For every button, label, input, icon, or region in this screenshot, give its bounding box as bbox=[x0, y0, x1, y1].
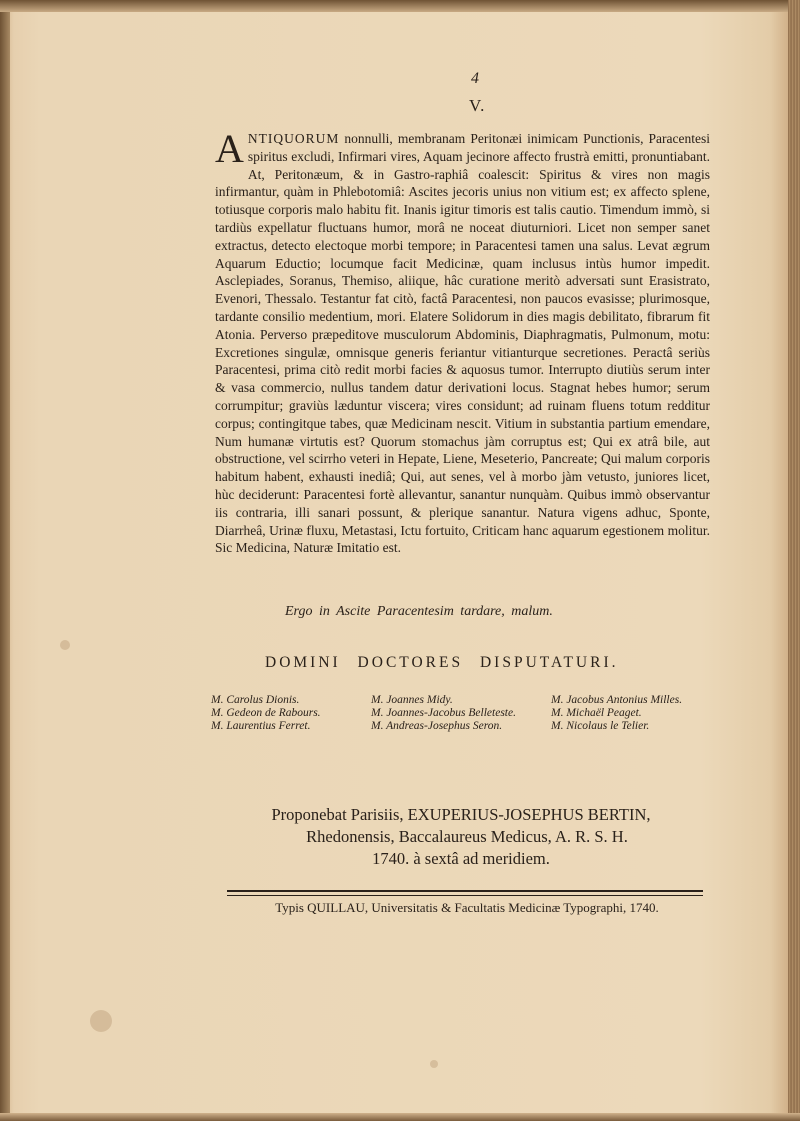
body-paragraph: nonnulli, membranam Peritonæi inimicam Punctionis, Paracentesi spiritus excludi, Infirmari vires, Aquam jecinore affecto frustrà emitti, pronuntiabant. At, Peritonæum, & in Gastro-raphiâ coalescit: Spiritus & vires non magis infirmantur, quàm in Phlebotomiâ: Ascites jecoris unius non vitium est; ex affecto splene, totiusque corporis malo habitu fit. Inanis igitur timoris est talis cautio. Timendum immò, si tardiùs expellatur fluctuans humor, morâ ne noceat diuturniori. Licet non semper sanet extractus, detecto electoque morbi tempore; in Paracentesi tamen una salus. Levat ægrum Aquarum Eductio; locumque facit Medicinæ, quam inclusus intùs humor impedit. Asclepiades, Soranus, Themiso, aliique, hâc curatione meritò adversati sunt Erasistrato, Evenori, Thessalo. Testantur fat citò, factâ Paracentesi, non paucos evasisse; plurimosque, tardante consilio medentium, mori. Elatere Solidorum in dies magis debilitato, fibrarum fit Atonia. Perverso præpeditove musculorum Abdominis, Diaphragmatis, Pulmonum, motu: Excretiones singulæ, omnisque generis feriantur vitianturque secretiones. Peractâ seriùs Paracentesi, prima citò redit morbi facies & aquosus tumor. Interrupto diutiùs serum inter & vasa commercio, nullus tandem datur derivationi locus. Stagnat hebes humor; serum corrumpitur; graviùs læduntur viscera; vires considunt; ad ruinam fluens totum redditur corpus; contingitque tabes, quæ Medicinam nescit. Vitium in substantia partium emendare, Num humanæ virtutis est? Quorum stomachus jàm corruptus est; Qui ex atrâ bile, aut obstructione, vel scirrho veteri in Hepate, Liene, Meseterio, Pancreate; Qui malum corporis habitum habent, exhausti inediâ; Qui, aut senes, vel à morbo jàm vetusto, juniores licet, hùc deciderunt: Paracentesi fortè allevantur, sanantur nunquàm. Quibus immò observantur iis contraria, illi sanari possunt, & plerique sanantur. Natura vigens adhuc, Sponte, Diarrheâ, Urinæ fluxu, Metastasi, Ictu fortuito, Criticam hanc aquarum egestionem molitur. Sic Medicina, Naturæ Imitatio est. bbox=[215, 131, 710, 556]
divider-rule bbox=[227, 895, 703, 896]
doctor-name: M. Joannes-Jacobus Belleteste. bbox=[371, 707, 516, 719]
page-number: 4 bbox=[471, 70, 479, 87]
doctor-name: M. Laurentius Ferret. bbox=[211, 720, 311, 732]
paper-stain bbox=[60, 640, 70, 650]
page-fore-edge bbox=[788, 0, 800, 1121]
doctor-name: M. Andreas-Josephus Seron. bbox=[371, 720, 503, 732]
book-spine-shadow bbox=[0, 0, 10, 1121]
drop-cap: A bbox=[215, 126, 244, 171]
opening-word: NTIQUORUM bbox=[247, 131, 340, 146]
doctors-list bbox=[211, 694, 711, 732]
paper-stain bbox=[90, 1010, 112, 1032]
imprint-line: 1740. à sextâ ad meridiem. bbox=[372, 849, 550, 868]
thesis-body-text bbox=[215, 126, 710, 557]
doctor-name: M. Carolus Dionis. bbox=[211, 694, 300, 706]
divider-rule bbox=[227, 890, 703, 892]
thesis-conclusion: Ergo in Ascite Paracentesim tardare, malum. bbox=[285, 604, 553, 619]
page-top-edge bbox=[0, 0, 800, 12]
doctors-heading: DOMINI DOCTORES DISPUTATURI. bbox=[265, 654, 619, 671]
doctor-name: M. Nicolaus le Telier. bbox=[551, 720, 650, 732]
imprint-line: Rhedonensis, Baccalaureus Medicus, A. R. S. H. bbox=[306, 827, 628, 846]
doctor-name: M. Michaël Peaget. bbox=[551, 707, 642, 719]
imprint-block bbox=[211, 804, 711, 870]
doctor-name: M. Gedeon de Rabours. bbox=[211, 707, 321, 719]
section-number: V. bbox=[469, 96, 486, 115]
printer-line: Typis QUILLAU, Universitatis & Facultatis Medicinæ Typographi, 1740. bbox=[275, 900, 659, 915]
page-bottom-edge bbox=[0, 1113, 800, 1121]
paper-stain bbox=[430, 1060, 438, 1068]
doctor-name: M. Jacobus Antonius Milles. bbox=[551, 694, 683, 706]
doctor-name: M. Joannes Midy. bbox=[371, 694, 453, 706]
imprint-line: Proponebat Parisiis, EXUPERIUS-JOSEPHUS BERTIN, bbox=[271, 805, 651, 824]
